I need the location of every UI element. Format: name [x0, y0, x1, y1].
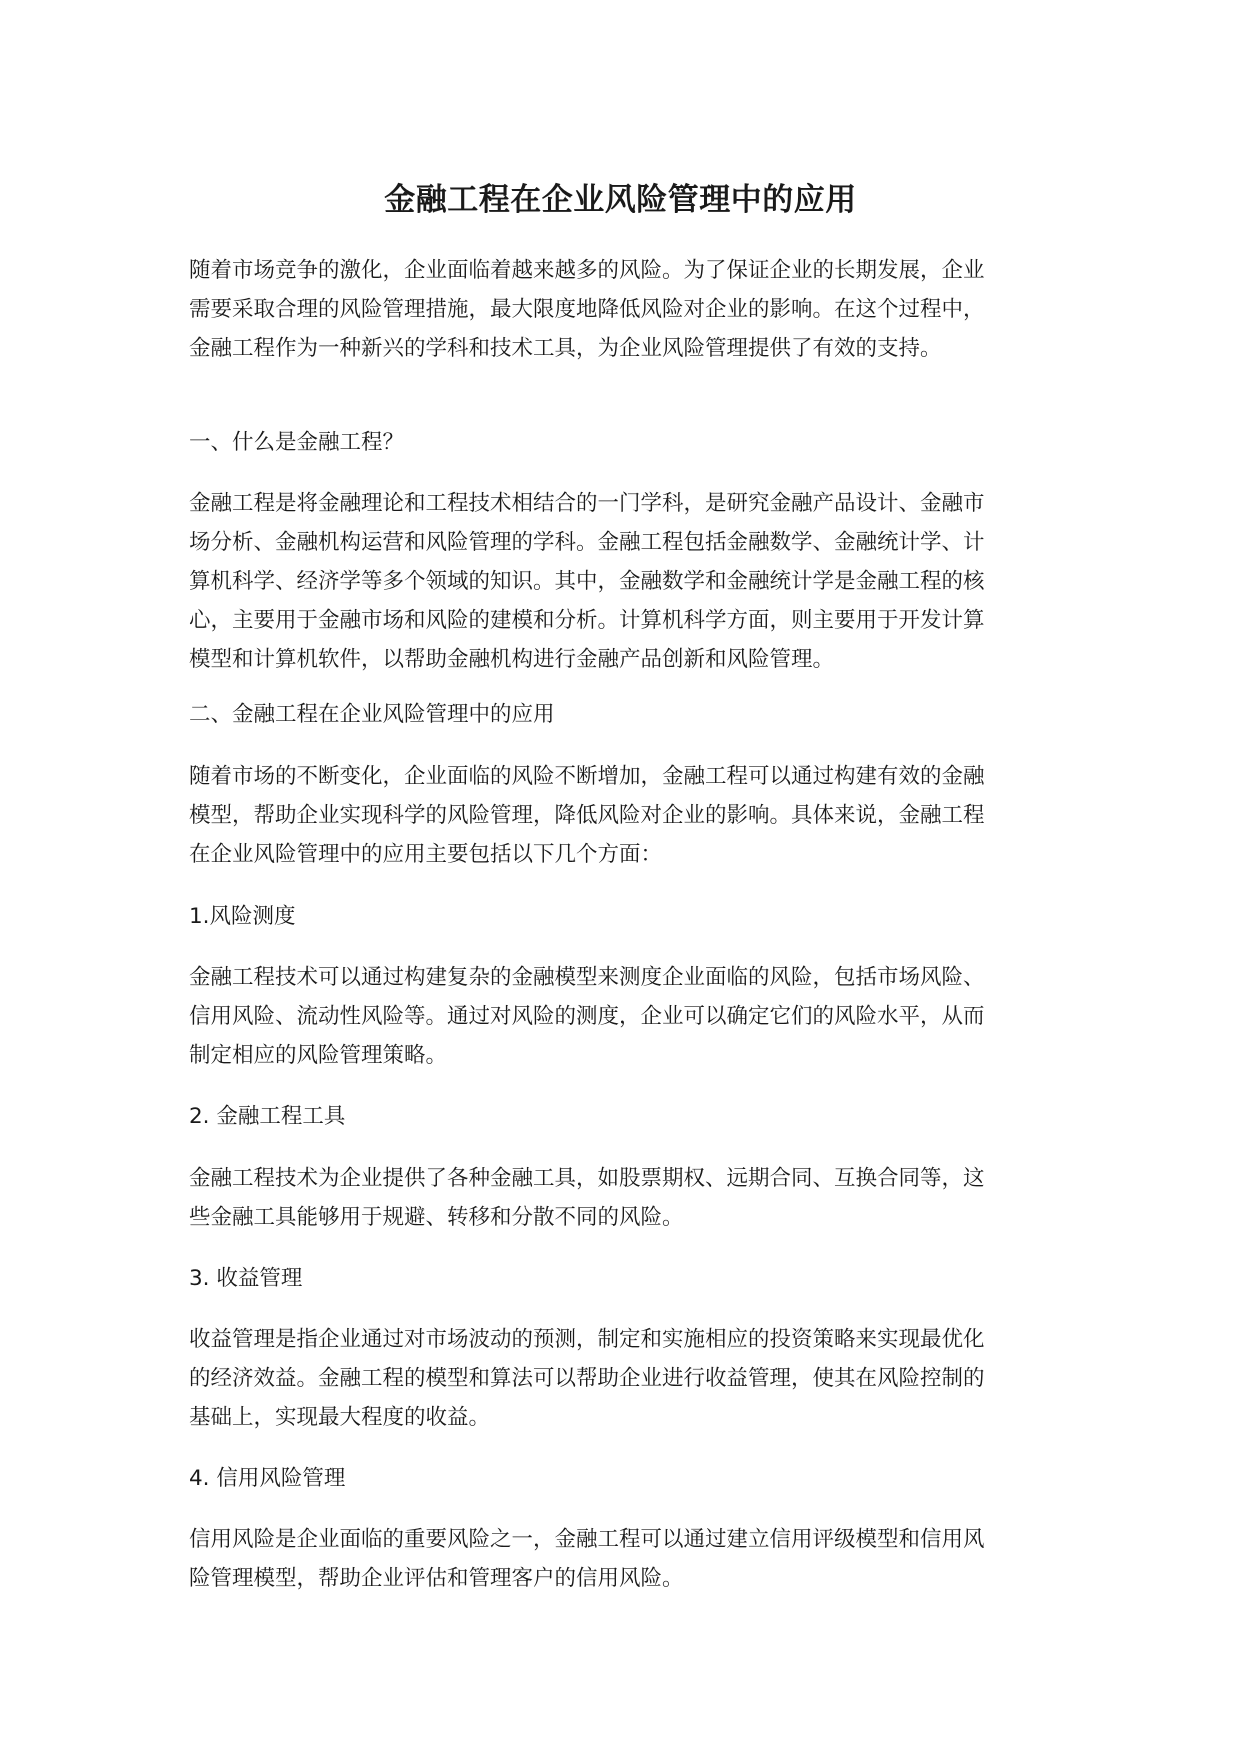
text-line: 心，主要用于金融市场和风险的建模和分析。计算机科学方面，则主要用于开发计算	[189, 608, 985, 633]
heading-line: 二、金融工程在企业风险管理中的应用	[189, 702, 555, 727]
text-line: 金融工程技术为企业提供了各种金融工具，如股票期权、远期合同、互换合同等，这	[189, 1166, 985, 1191]
text-line: 的经济效益。金融工程的模型和算法可以帮助企业进行收益管理，使其在风险控制的	[189, 1366, 985, 1391]
document-title: 金融工程在企业风险管理中的应用	[384, 182, 857, 218]
text-line: 收益管理是指企业通过对市场波动的预测，制定和实施相应的投资策略来实现最优化	[189, 1327, 985, 1352]
body-paragraph	[189, 1520, 1049, 1598]
text-line: 信用风险是企业面临的重要风险之一，金融工程可以通过建立信用评级模型和信用风	[189, 1527, 985, 1552]
text-line: 信用风险、流动性风险等。通过对风险的测度，企业可以确定它们的风险水平，从而	[189, 1004, 985, 1029]
subsection-heading-3	[189, 1259, 1049, 1298]
heading-line: 4. 信用风险管理	[189, 1466, 346, 1491]
subsection-heading-1	[189, 897, 1049, 936]
text-line: 金融工程是将金融理论和工程技术相结合的一门学科，是研究金融产品设计、金融市	[189, 491, 985, 516]
text-line: 场分析、金融机构运营和风险管理的学科。金融工程包括金融数学、金融统计学、计	[189, 530, 985, 555]
text-line: 些金融工具能够用于规避、转移和分散不同的风险。	[189, 1205, 684, 1230]
heading-line: 3. 收益管理	[189, 1266, 303, 1291]
body-paragraph	[189, 958, 1049, 1075]
text-line: 随着市场的不断变化，企业面临的风险不断增加，金融工程可以通过构建有效的金融	[189, 764, 985, 789]
text-line: 随着市场竞争的激化，企业面临着越来越多的风险。为了保证企业的长期发展，企业	[189, 258, 985, 283]
section-heading-1	[189, 423, 1049, 462]
text-line: 制定相应的风险管理策略。	[189, 1043, 448, 1068]
heading-line: 2. 金融工程工具	[189, 1104, 346, 1129]
text-line: 模型，帮助企业实现科学的风险管理，降低风险对企业的影响。具体来说，金融工程	[189, 803, 985, 828]
body-paragraph	[189, 1320, 1049, 1437]
text-line: 基础上，实现最大程度的收益。	[189, 1405, 491, 1430]
body-paragraph	[189, 1159, 1049, 1237]
text-line: 险管理模型，帮助企业评估和管理客户的信用风险。	[189, 1566, 684, 1591]
text-line: 模型和计算机软件，以帮助金融机构进行金融产品创新和风险管理。	[189, 647, 835, 672]
subsection-heading-2	[189, 1097, 1049, 1136]
heading-line: 一、什么是金融工程？	[189, 430, 405, 455]
text-line: 金融工程技术可以通过构建复杂的金融模型来测度企业面临的风险，包括市场风险、	[189, 965, 985, 990]
text-line: 在企业风险管理中的应用主要包括以下几个方面：	[189, 842, 663, 867]
body-paragraph	[189, 484, 1049, 679]
text-line: 需要采取合理的风险管理措施，最大限度地降低风险对企业的影响。在这个过程中，	[189, 297, 985, 322]
body-paragraph	[189, 757, 1049, 874]
intro-paragraph	[189, 251, 1049, 368]
heading-line: 1.风险测度	[189, 904, 296, 929]
section-heading-2	[189, 695, 1049, 734]
text-line: 算机科学、经济学等多个领域的知识。其中，金融数学和金融统计学是金融工程的核	[189, 569, 985, 594]
text-line: 金融工程作为一种新兴的学科和技术工具，为企业风险管理提供了有效的支持。	[189, 336, 942, 361]
subsection-heading-4	[189, 1459, 1049, 1498]
